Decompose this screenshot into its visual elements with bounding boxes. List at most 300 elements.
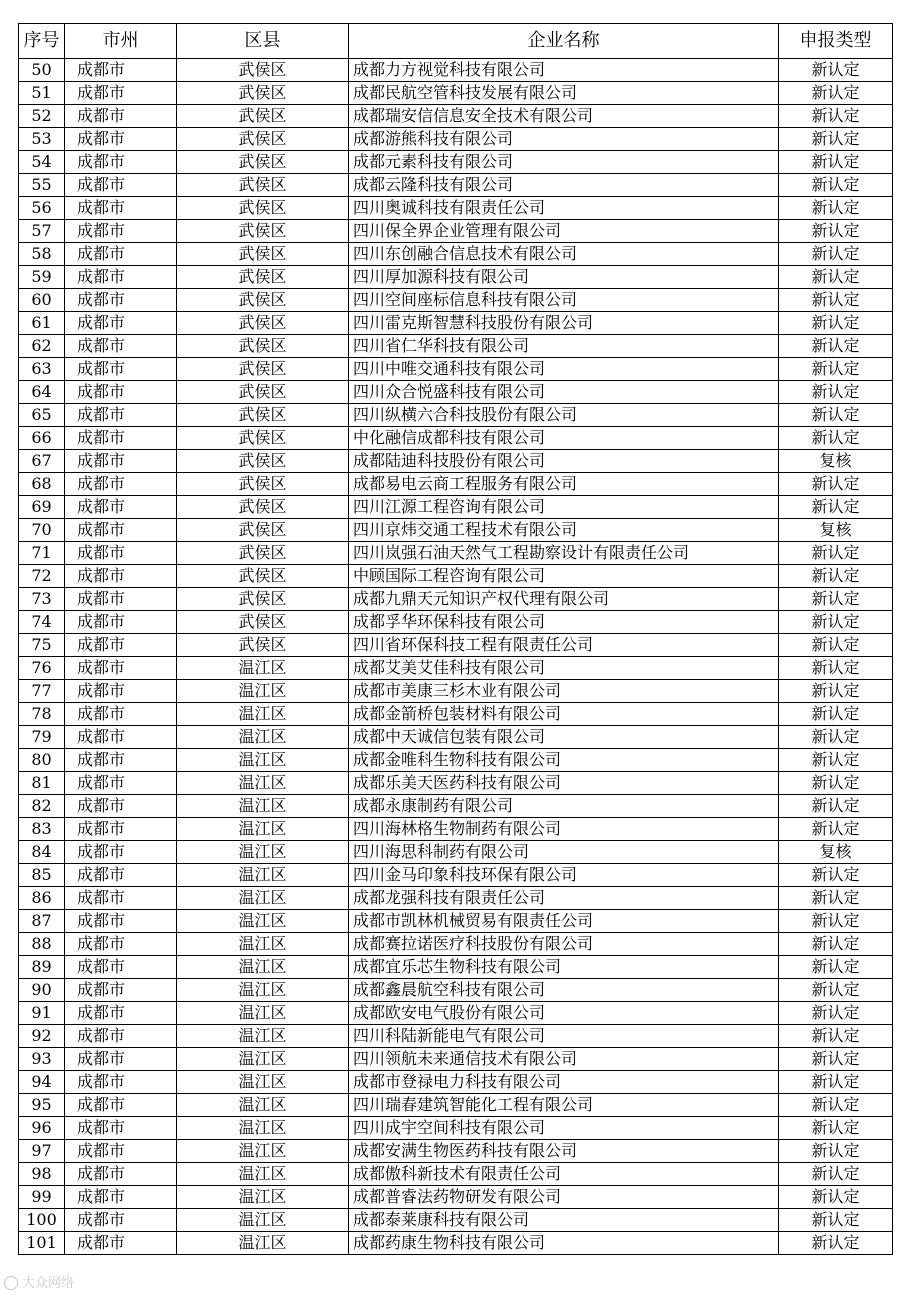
- row-serial-no: 54: [19, 151, 65, 174]
- row-company-name: 四川岚强石油天然气工程勘察设计有限责任公司: [349, 542, 779, 565]
- row-application-type: 新认定: [779, 197, 893, 220]
- row-application-type: 新认定: [779, 1186, 893, 1209]
- row-city: 成都市: [65, 1163, 177, 1186]
- table-row: [19, 220, 893, 243]
- row-company-name: 四川纵横六合科技股份有限公司: [349, 404, 779, 427]
- row-district: 武侯区: [177, 335, 349, 358]
- row-city: 成都市: [65, 381, 177, 404]
- row-company-name: 四川厚加源科技有限公司: [349, 266, 779, 289]
- row-serial-no: 88: [19, 933, 65, 956]
- row-application-type: 新认定: [779, 289, 893, 312]
- row-city: 成都市: [65, 565, 177, 588]
- header-city: 市州: [65, 24, 177, 59]
- row-city: 成都市: [65, 105, 177, 128]
- row-city: 成都市: [65, 680, 177, 703]
- table-row: [19, 335, 893, 358]
- row-district: 温江区: [177, 1048, 349, 1071]
- row-company-name: 成都易电云商工程服务有限公司: [349, 473, 779, 496]
- row-serial-no: 56: [19, 197, 65, 220]
- table-row: [19, 933, 893, 956]
- row-application-type: 新认定: [779, 588, 893, 611]
- row-city: 成都市: [65, 1209, 177, 1232]
- table-row: [19, 450, 893, 473]
- row-company-name: 四川京炜交通工程技术有限公司: [349, 519, 779, 542]
- row-city: 成都市: [65, 772, 177, 795]
- row-application-type: 新认定: [779, 496, 893, 519]
- row-application-type: 新认定: [779, 726, 893, 749]
- row-city: 成都市: [65, 841, 177, 864]
- row-company-name: 四川省仁华科技有限公司: [349, 335, 779, 358]
- row-company-name: 成都力方视觉科技有限公司: [349, 59, 779, 82]
- row-city: 成都市: [65, 588, 177, 611]
- table-row: [19, 243, 893, 266]
- table-row: [19, 634, 893, 657]
- row-application-type: 新认定: [779, 105, 893, 128]
- row-city: 成都市: [65, 611, 177, 634]
- row-city: 成都市: [65, 473, 177, 496]
- row-city: 成都市: [65, 243, 177, 266]
- row-serial-no: 99: [19, 1186, 65, 1209]
- row-district: 武侯区: [177, 381, 349, 404]
- row-serial-no: 68: [19, 473, 65, 496]
- row-serial-no: 84: [19, 841, 65, 864]
- row-company-name: 成都永康制药有限公司: [349, 795, 779, 818]
- row-city: 成都市: [65, 519, 177, 542]
- table-row: [19, 795, 893, 818]
- row-district: 武侯区: [177, 450, 349, 473]
- header-row: [19, 24, 893, 59]
- row-company-name: 成都金箭桥包装材料有限公司: [349, 703, 779, 726]
- row-city: 成都市: [65, 1025, 177, 1048]
- row-district: 温江区: [177, 887, 349, 910]
- row-application-type: 新认定: [779, 312, 893, 335]
- table-header: [19, 24, 893, 59]
- row-company-name: 四川成宇空间科技有限公司: [349, 1117, 779, 1140]
- row-application-type: 新认定: [779, 427, 893, 450]
- table-row: [19, 841, 893, 864]
- row-company-name: 四川海林格生物制药有限公司: [349, 818, 779, 841]
- row-company-name: 四川东创融合信息技术有限公司: [349, 243, 779, 266]
- row-serial-no: 87: [19, 910, 65, 933]
- row-application-type: 新认定: [779, 1048, 893, 1071]
- table-row: [19, 1117, 893, 1140]
- table-row: [19, 1002, 893, 1025]
- header-company-name: 企业名称: [349, 24, 779, 59]
- row-serial-no: 90: [19, 979, 65, 1002]
- row-application-type: 新认定: [779, 266, 893, 289]
- row-application-type: 新认定: [779, 910, 893, 933]
- row-application-type: 新认定: [779, 542, 893, 565]
- row-company-name: 成都欧安电气股份有限公司: [349, 1002, 779, 1025]
- row-company-name: 成都民航空管科技发展有限公司: [349, 82, 779, 105]
- row-district: 武侯区: [177, 312, 349, 335]
- table-row: [19, 542, 893, 565]
- row-city: 成都市: [65, 174, 177, 197]
- row-city: 成都市: [65, 1117, 177, 1140]
- row-application-type: 新认定: [779, 1209, 893, 1232]
- row-serial-no: 79: [19, 726, 65, 749]
- row-city: 成都市: [65, 404, 177, 427]
- row-city: 成都市: [65, 818, 177, 841]
- row-city: 成都市: [65, 979, 177, 1002]
- row-district: 武侯区: [177, 404, 349, 427]
- row-district: 温江区: [177, 841, 349, 864]
- row-company-name: 四川雷克斯智慧科技股份有限公司: [349, 312, 779, 335]
- row-serial-no: 65: [19, 404, 65, 427]
- row-district: 武侯区: [177, 519, 349, 542]
- row-company-name: 成都安满生物医药科技有限公司: [349, 1140, 779, 1163]
- table-row: [19, 404, 893, 427]
- table-row: [19, 1209, 893, 1232]
- row-district: 温江区: [177, 933, 349, 956]
- table-row: [19, 473, 893, 496]
- row-application-type: 新认定: [779, 381, 893, 404]
- row-application-type: 新认定: [779, 59, 893, 82]
- row-district: 武侯区: [177, 565, 349, 588]
- row-company-name: 成都云隆科技有限公司: [349, 174, 779, 197]
- row-city: 成都市: [65, 795, 177, 818]
- row-application-type: 新认定: [779, 795, 893, 818]
- table-row: [19, 565, 893, 588]
- row-application-type: 新认定: [779, 979, 893, 1002]
- table-row: [19, 749, 893, 772]
- row-serial-no: 100: [19, 1209, 65, 1232]
- row-city: 成都市: [65, 450, 177, 473]
- table-row: [19, 910, 893, 933]
- row-serial-no: 70: [19, 519, 65, 542]
- row-application-type: 新认定: [779, 657, 893, 680]
- table-row: [19, 979, 893, 1002]
- row-serial-no: 62: [19, 335, 65, 358]
- table-row: [19, 358, 893, 381]
- row-serial-no: 101: [19, 1232, 65, 1255]
- row-application-type: 新认定: [779, 151, 893, 174]
- row-district: 武侯区: [177, 59, 349, 82]
- table-row: [19, 818, 893, 841]
- table-row: [19, 1094, 893, 1117]
- row-serial-no: 57: [19, 220, 65, 243]
- row-serial-no: 92: [19, 1025, 65, 1048]
- row-application-type: 新认定: [779, 818, 893, 841]
- row-serial-no: 78: [19, 703, 65, 726]
- row-company-name: 成都泰莱康科技有限公司: [349, 1209, 779, 1232]
- row-district: 武侯区: [177, 266, 349, 289]
- header-application-type: 申报类型: [779, 24, 893, 59]
- row-company-name: 四川中唯交通科技有限公司: [349, 358, 779, 381]
- row-company-name: 四川保全界企业管理有限公司: [349, 220, 779, 243]
- row-company-name: 成都艾美艾佳科技有限公司: [349, 657, 779, 680]
- table-row: [19, 427, 893, 450]
- row-city: 成都市: [65, 726, 177, 749]
- table-row: [19, 59, 893, 82]
- row-city: 成都市: [65, 864, 177, 887]
- row-serial-no: 77: [19, 680, 65, 703]
- table-row: [19, 1232, 893, 1255]
- row-serial-no: 94: [19, 1071, 65, 1094]
- row-serial-no: 51: [19, 82, 65, 105]
- table-row: [19, 772, 893, 795]
- row-serial-no: 85: [19, 864, 65, 887]
- row-district: 武侯区: [177, 220, 349, 243]
- table-row: [19, 657, 893, 680]
- row-application-type: 新认定: [779, 634, 893, 657]
- row-city: 成都市: [65, 1094, 177, 1117]
- watermark-logo-icon: [4, 1276, 18, 1290]
- row-application-type: 复核: [779, 519, 893, 542]
- row-district: 武侯区: [177, 289, 349, 312]
- watermark-text: 大众网络: [22, 1276, 75, 1291]
- row-district: 温江区: [177, 1025, 349, 1048]
- row-application-type: 新认定: [779, 749, 893, 772]
- row-serial-no: 63: [19, 358, 65, 381]
- row-serial-no: 69: [19, 496, 65, 519]
- table-row: [19, 496, 893, 519]
- table-row: [19, 312, 893, 335]
- row-city: 成都市: [65, 956, 177, 979]
- table-row: [19, 381, 893, 404]
- row-district: 温江区: [177, 772, 349, 795]
- row-application-type: 新认定: [779, 611, 893, 634]
- row-company-name: 中顾国际工程咨询有限公司: [349, 565, 779, 588]
- table-row: [19, 611, 893, 634]
- table-row: [19, 1048, 893, 1071]
- row-district: 武侯区: [177, 634, 349, 657]
- row-application-type: 新认定: [779, 220, 893, 243]
- table-row: [19, 105, 893, 128]
- table-row: [19, 1025, 893, 1048]
- row-district: 温江区: [177, 864, 349, 887]
- row-serial-no: 50: [19, 59, 65, 82]
- row-district: 武侯区: [177, 496, 349, 519]
- row-company-name: 成都赛拉诺医疗科技股份有限公司: [349, 933, 779, 956]
- table-row: [19, 151, 893, 174]
- table-row: [19, 726, 893, 749]
- row-district: 温江区: [177, 1140, 349, 1163]
- row-company-name: 成都药康生物科技有限公司: [349, 1232, 779, 1255]
- row-application-type: 新认定: [779, 1071, 893, 1094]
- row-application-type: 新认定: [779, 1025, 893, 1048]
- row-district: 温江区: [177, 1071, 349, 1094]
- row-serial-no: 93: [19, 1048, 65, 1071]
- row-company-name: 成都乐美天医药科技有限公司: [349, 772, 779, 795]
- row-district: 武侯区: [177, 128, 349, 151]
- row-city: 成都市: [65, 289, 177, 312]
- row-city: 成都市: [65, 1071, 177, 1094]
- row-application-type: 新认定: [779, 1232, 893, 1255]
- row-application-type: 复核: [779, 841, 893, 864]
- table-row: [19, 1071, 893, 1094]
- row-company-name: 四川奥诚科技有限责任公司: [349, 197, 779, 220]
- row-company-name: 成都市凯林机械贸易有限责任公司: [349, 910, 779, 933]
- row-city: 成都市: [65, 634, 177, 657]
- row-district: 武侯区: [177, 151, 349, 174]
- row-application-type: 新认定: [779, 565, 893, 588]
- table-row: [19, 128, 893, 151]
- row-district: 武侯区: [177, 82, 349, 105]
- row-company-name: 成都宜乐芯生物科技有限公司: [349, 956, 779, 979]
- table-row: [19, 519, 893, 542]
- row-city: 成都市: [65, 312, 177, 335]
- row-district: 温江区: [177, 680, 349, 703]
- header-district: 区县: [177, 24, 349, 59]
- row-city: 成都市: [65, 151, 177, 174]
- row-district: 武侯区: [177, 611, 349, 634]
- row-district: 温江区: [177, 795, 349, 818]
- row-application-type: 新认定: [779, 887, 893, 910]
- row-application-type: 新认定: [779, 1163, 893, 1186]
- row-city: 成都市: [65, 933, 177, 956]
- row-serial-no: 55: [19, 174, 65, 197]
- row-district: 武侯区: [177, 588, 349, 611]
- row-serial-no: 67: [19, 450, 65, 473]
- row-district: 武侯区: [177, 427, 349, 450]
- row-company-name: 四川空间座标信息科技有限公司: [349, 289, 779, 312]
- row-company-name: 成都龙强科技有限责任公司: [349, 887, 779, 910]
- row-city: 成都市: [65, 703, 177, 726]
- row-serial-no: 76: [19, 657, 65, 680]
- table-row: [19, 82, 893, 105]
- row-application-type: 新认定: [779, 1140, 893, 1163]
- row-city: 成都市: [65, 887, 177, 910]
- row-serial-no: 96: [19, 1117, 65, 1140]
- row-serial-no: 74: [19, 611, 65, 634]
- row-application-type: 新认定: [779, 772, 893, 795]
- row-district: 温江区: [177, 657, 349, 680]
- row-application-type: 新认定: [779, 933, 893, 956]
- row-company-name: 成都游熊科技有限公司: [349, 128, 779, 151]
- row-application-type: 新认定: [779, 358, 893, 381]
- table-row: [19, 887, 893, 910]
- row-company-name: 四川众合悦盛科技有限公司: [349, 381, 779, 404]
- row-serial-no: 97: [19, 1140, 65, 1163]
- row-company-name: 成都孚华环保科技有限公司: [349, 611, 779, 634]
- row-district: 温江区: [177, 703, 349, 726]
- row-city: 成都市: [65, 496, 177, 519]
- row-city: 成都市: [65, 749, 177, 772]
- table-row: [19, 703, 893, 726]
- row-serial-no: 89: [19, 956, 65, 979]
- row-serial-no: 66: [19, 427, 65, 450]
- table-row: [19, 864, 893, 887]
- table-row: [19, 1163, 893, 1186]
- row-city: 成都市: [65, 427, 177, 450]
- row-city: 成都市: [65, 220, 177, 243]
- row-serial-no: 72: [19, 565, 65, 588]
- row-serial-no: 58: [19, 243, 65, 266]
- row-application-type: 新认定: [779, 680, 893, 703]
- row-serial-no: 75: [19, 634, 65, 657]
- row-application-type: 新认定: [779, 1002, 893, 1025]
- row-city: 成都市: [65, 59, 177, 82]
- row-district: 温江区: [177, 1163, 349, 1186]
- table-row: [19, 1140, 893, 1163]
- row-serial-no: 60: [19, 289, 65, 312]
- row-district: 武侯区: [177, 358, 349, 381]
- row-serial-no: 71: [19, 542, 65, 565]
- row-company-name: 成都中天诚信包装有限公司: [349, 726, 779, 749]
- row-company-name: 成都陆迪科技股份有限公司: [349, 450, 779, 473]
- table-row: [19, 266, 893, 289]
- row-company-name: 四川科陆新能电气有限公司: [349, 1025, 779, 1048]
- row-serial-no: 91: [19, 1002, 65, 1025]
- row-serial-no: 98: [19, 1163, 65, 1186]
- row-application-type: 新认定: [779, 864, 893, 887]
- row-district: 温江区: [177, 979, 349, 1002]
- row-company-name: 四川瑞春建筑智能化工程有限公司: [349, 1094, 779, 1117]
- table-row: [19, 174, 893, 197]
- row-application-type: 复核: [779, 450, 893, 473]
- row-city: 成都市: [65, 335, 177, 358]
- row-company-name: 成都九鼎天元知识产权代理有限公司: [349, 588, 779, 611]
- row-company-name: 成都鑫晨航空科技有限公司: [349, 979, 779, 1002]
- row-serial-no: 73: [19, 588, 65, 611]
- row-serial-no: 95: [19, 1094, 65, 1117]
- row-district: 武侯区: [177, 473, 349, 496]
- row-city: 成都市: [65, 910, 177, 933]
- row-company-name: 成都金唯科生物科技有限公司: [349, 749, 779, 772]
- row-serial-no: 59: [19, 266, 65, 289]
- row-serial-no: 61: [19, 312, 65, 335]
- row-city: 成都市: [65, 128, 177, 151]
- row-application-type: 新认定: [779, 404, 893, 427]
- row-district: 温江区: [177, 1232, 349, 1255]
- row-serial-no: 83: [19, 818, 65, 841]
- row-company-name: 四川海思科制药有限公司: [349, 841, 779, 864]
- row-company-name: 成都元素科技有限公司: [349, 151, 779, 174]
- row-city: 成都市: [65, 197, 177, 220]
- watermark: [4, 1272, 74, 1291]
- row-city: 成都市: [65, 657, 177, 680]
- row-application-type: 新认定: [779, 82, 893, 105]
- row-district: 温江区: [177, 1094, 349, 1117]
- row-company-name: 四川领航未来通信技术有限公司: [349, 1048, 779, 1071]
- row-city: 成都市: [65, 266, 177, 289]
- row-district: 武侯区: [177, 243, 349, 266]
- row-district: 武侯区: [177, 197, 349, 220]
- row-district: 武侯区: [177, 542, 349, 565]
- enterprise-table: [18, 23, 893, 1255]
- row-city: 成都市: [65, 1232, 177, 1255]
- row-district: 温江区: [177, 1002, 349, 1025]
- row-city: 成都市: [65, 1002, 177, 1025]
- row-serial-no: 52: [19, 105, 65, 128]
- row-district: 温江区: [177, 818, 349, 841]
- row-district: 武侯区: [177, 105, 349, 128]
- row-company-name: 四川省环保科技工程有限责任公司: [349, 634, 779, 657]
- row-company-name: 成都瑞安信信息安全技术有限公司: [349, 105, 779, 128]
- row-application-type: 新认定: [779, 473, 893, 496]
- row-application-type: 新认定: [779, 174, 893, 197]
- table-row: [19, 588, 893, 611]
- row-district: 武侯区: [177, 174, 349, 197]
- table-row: [19, 197, 893, 220]
- row-application-type: 新认定: [779, 703, 893, 726]
- row-application-type: 新认定: [779, 128, 893, 151]
- row-company-name: 四川金马印象科技环保有限公司: [349, 864, 779, 887]
- row-district: 温江区: [177, 1117, 349, 1140]
- row-district: 温江区: [177, 956, 349, 979]
- row-district: 温江区: [177, 1186, 349, 1209]
- table-row: [19, 289, 893, 312]
- row-serial-no: 53: [19, 128, 65, 151]
- row-city: 成都市: [65, 1140, 177, 1163]
- row-serial-no: 86: [19, 887, 65, 910]
- row-district: 温江区: [177, 749, 349, 772]
- header-serial-no: 序号: [19, 24, 65, 59]
- row-application-type: 新认定: [779, 335, 893, 358]
- row-company-name: 四川江源工程咨询有限公司: [349, 496, 779, 519]
- row-application-type: 新认定: [779, 1117, 893, 1140]
